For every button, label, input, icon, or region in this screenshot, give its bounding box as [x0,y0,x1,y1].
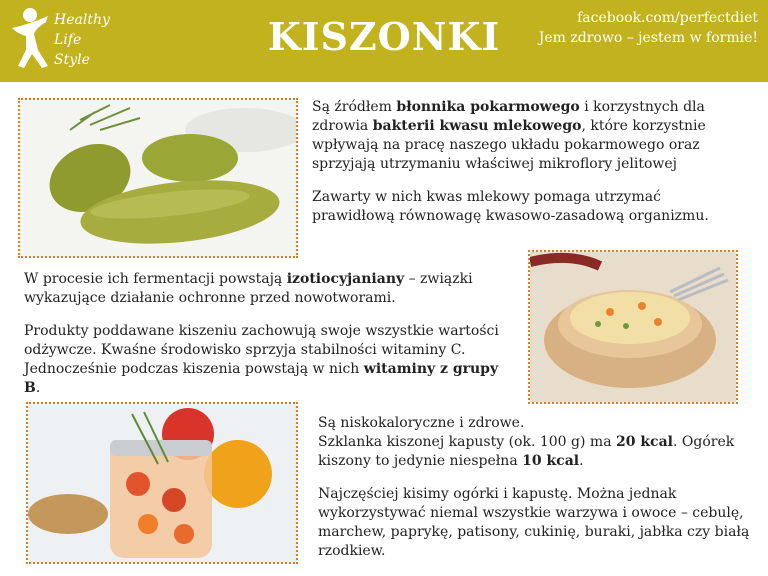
text-run: Produkty poddawane kiszeniu zachowują swoje wszystkie wartości odżywcze. Kwaśne środowisko sprzyja stabilności witaminy C. Jednocześnie podczas kiszenia powstają w nich [24,323,499,377]
pickled-jar-illustration [28,404,296,562]
sauerkraut-illustration [530,252,736,402]
emphasis: 20 kcal [616,434,673,450]
slogan: Jem zdrowo – jestem w formie! [538,30,758,46]
header-banner [0,0,768,82]
text-run: Są źródłem [312,99,397,115]
facebook-link[interactable]: facebook.com/perfectdiet [577,10,758,26]
paragraph: Zawarty w nich kwas mlekowy pomaga utrzymać prawidłową równowagę kwasowo-zasadową organizmu. [312,189,709,224]
emphasis: bakterii kwasu mlekowego [372,118,582,134]
pickled-jar-photo [26,402,298,564]
text-run: i korzystnych dla zdrowia [312,99,705,134]
paragraph [318,414,758,471]
text-run: W procesie ich fermentacji powstają [24,271,287,287]
text-run: . [35,380,41,396]
paragraph [24,322,514,398]
emphasis: izotiocyjaniany [286,271,405,287]
section-calories [318,414,758,575]
text-run: . [579,453,584,469]
text-run: – związki wykazujące działanie ochronne przed nowotworami. [24,271,473,306]
text-run: Szklanka kiszonej kapusty (ok. 100 g) ma [318,434,616,450]
section-fiber-bacteria [312,98,732,240]
section-fermentation [24,270,514,412]
paragraph [312,98,732,174]
page-title: KISZONKI [267,14,501,59]
text-run: . Ogórek kiszony to jedynie niespełna [318,434,735,469]
emphasis: błonnika pokarmowego [396,99,580,115]
logo-line: Healthy [54,12,110,28]
pickles-photo [18,98,298,258]
emphasis: witaminy z grupy B [24,361,499,396]
paragraph [24,270,514,308]
sauerkraut-photo [528,250,738,404]
pickles-illustration [20,100,296,256]
logo-line: Style [54,52,90,68]
logo-line: Life [54,32,82,48]
text-run: Są niskokaloryczne i zdrowe. [318,415,525,431]
paragraph: Najczęściej kisimy ogórki i kapustę. Można jednak wykorzystywać niemal wszystkie warzywa i owoce – cebulę, marchew, paprykę, patisony, cukinię, buraki, jabłka czy białą rzodkiew. [318,486,750,559]
social-info [539,8,758,48]
emphasis: 10 kcal [522,453,580,469]
text-run: , które korzystnie wpływają na pracę naszego układu pokarmowego oraz sprzyjają utrzymaniu właściwej mikroflory jelitowej [312,118,706,172]
